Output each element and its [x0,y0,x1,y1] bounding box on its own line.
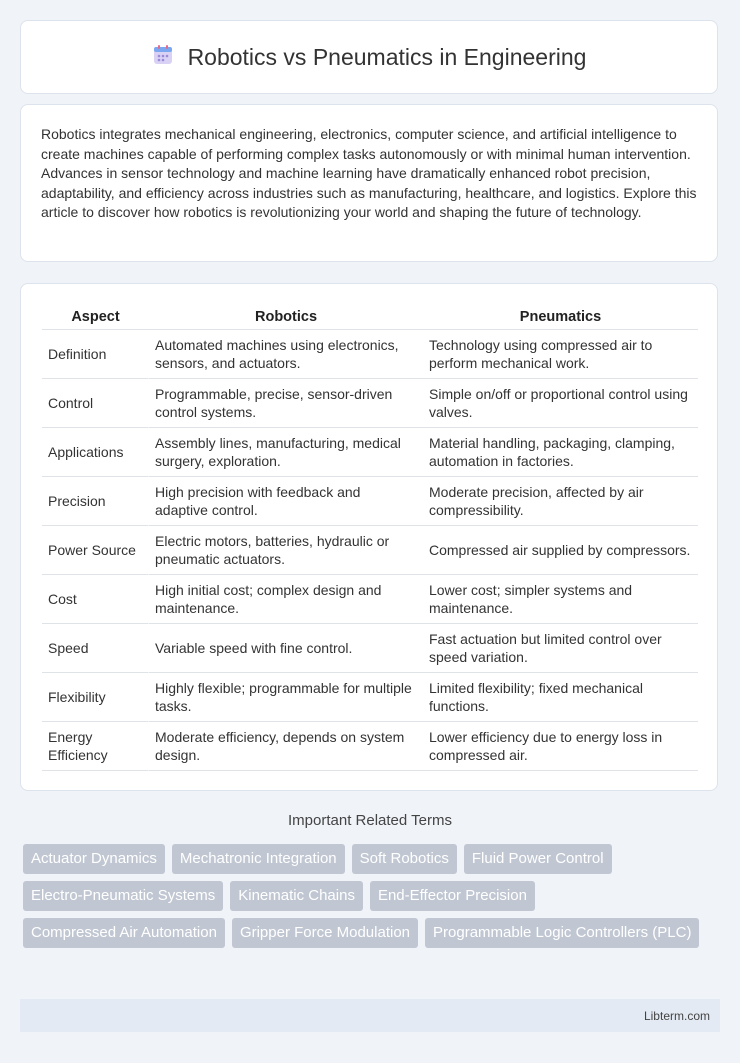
footer-site-link[interactable]: Libterm.com [643,1008,710,1023]
table-row [42,673,698,722]
table-row [42,330,698,379]
comparison-table-card [20,283,718,791]
robotics-cell: Variable speed with fine control. [149,624,423,673]
header-card [20,20,718,94]
related-term-tag[interactable]: Programmable Logic Controllers (PLC) [425,918,699,948]
calendar-icon [152,44,174,71]
robotics-cell: High initial cost; complex design and maintenance. [149,575,423,624]
pneumatics-cell: Moderate precision, affected by air compressibility. [423,477,698,526]
column-header-pneumatics: Pneumatics [423,304,698,330]
pneumatics-cell: Fast actuation but limited control over speed variation. [423,624,698,673]
pneumatics-cell: Simple on/off or proportional control using valves. [423,379,698,428]
related-terms-list [23,844,723,948]
aspect-cell: Control [42,379,149,428]
related-term-tag[interactable]: End-Effector Precision [370,881,535,911]
table-header-row [42,304,698,330]
robotics-cell: Automated machines using electronics, sensors, and actuators. [149,330,423,379]
pneumatics-cell: Material handling, packaging, clamping, automation in factories. [423,428,698,477]
aspect-cell: Energy Efficiency [42,722,149,771]
pneumatics-cell: Technology using compressed air to perform mechanical work. [423,330,698,379]
aspect-cell: Flexibility [42,673,149,722]
column-header-aspect: Aspect [42,304,149,330]
aspect-cell: Definition [42,330,149,379]
robotics-cell: Highly flexible; programmable for multiple tasks. [149,673,423,722]
pneumatics-cell: Limited flexibility; fixed mechanical functions. [423,673,698,722]
aspect-cell: Precision [42,477,149,526]
pneumatics-cell: Lower cost; simpler systems and maintenance. [423,575,698,624]
robotics-cell: High precision with feedback and adaptive control. [149,477,423,526]
pneumatics-cell: Lower efficiency due to energy loss in compressed air. [423,722,698,771]
related-term-tag[interactable]: Electro-Pneumatic Systems [23,881,223,911]
robotics-cell: Assembly lines, manufacturing, medical surgery, exploration. [149,428,423,477]
page-title: Robotics vs Pneumatics in Engineering [187,43,587,70]
pneumatics-cell: Compressed air supplied by compressors. [423,526,698,575]
aspect-cell: Power Source [42,526,149,575]
related-term-tag[interactable]: Compressed Air Automation [23,918,225,948]
table-row [42,722,698,771]
related-terms-title: Important Related Terms [288,812,452,829]
related-term-tag[interactable]: Fluid Power Control [464,844,612,874]
aspect-cell: Speed [42,624,149,673]
aspect-cell: Cost [42,575,149,624]
table-row [42,428,698,477]
intro-paragraph: Robotics integrates mechanical engineering, electronics, computer science, and artificial intelligence to create machines capable of performing complex tasks autonomously or with minimal human intervention. Advances in sensor technology and machine learning have dramatically enhanced robot precision, adaptability, and efficiency across industries such as manufacturing, healthcare, and logistics. Explore this article to discover how robotics is revolutionizing your world and shaping the future of technology. [20,104,718,262]
table-row [42,477,698,526]
table-row [42,575,698,624]
table-row [42,379,698,428]
footer [20,999,720,1032]
aspect-cell: Applications [42,428,149,477]
related-term-tag[interactable]: Kinematic Chains [230,881,363,911]
robotics-cell: Moderate efficiency, depends on system design. [149,722,423,771]
table-row [42,526,698,575]
related-term-tag[interactable]: Mechatronic Integration [172,844,345,874]
column-header-robotics: Robotics [149,304,423,330]
related-term-tag[interactable]: Gripper Force Modulation [232,918,418,948]
related-term-tag[interactable]: Soft Robotics [352,844,457,874]
table-row [42,624,698,673]
robotics-cell: Programmable, precise, sensor-driven control systems. [149,379,423,428]
related-term-tag[interactable]: Actuator Dynamics [23,844,165,874]
robotics-cell: Electric motors, batteries, hydraulic or pneumatic actuators. [149,526,423,575]
comparison-table [42,304,698,771]
